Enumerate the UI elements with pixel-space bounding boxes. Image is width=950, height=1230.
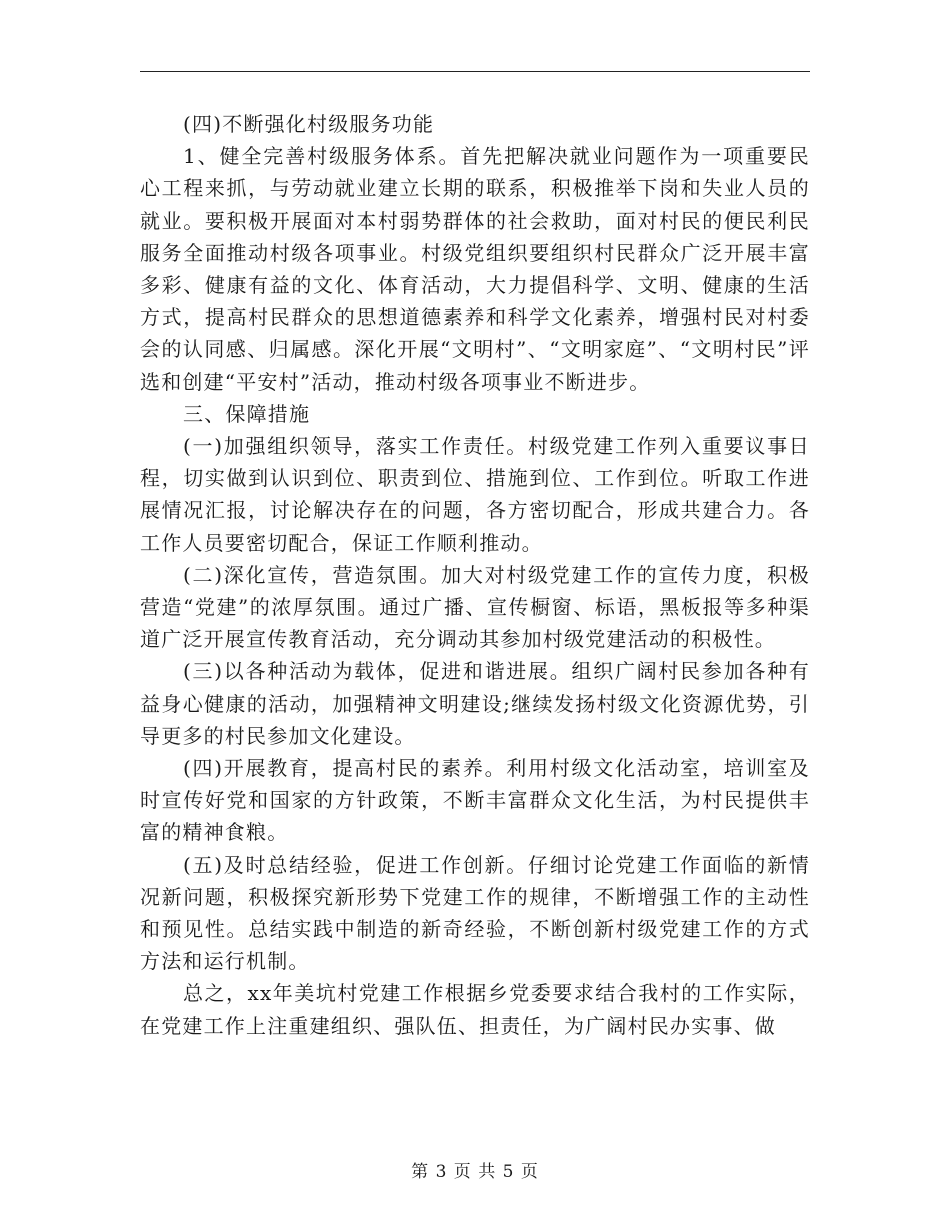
paragraph-leadership: (一)加强组织领导，落实工作责任。村级党建工作列入重要议事日程，切实做到认识到位、职责到位、措施到位、工作到位。听取工作进展情况汇报，讨论解决存在的问题，各方密切配合，形成共建合力。各工作人员要密切配合，保证工作顺利推动。	[140, 434, 810, 555]
paragraph-innovation: (五)及时总结经验，促进工作创新。仔细讨论党建工作面临的新情况新问题，积极探究新形势下党建工作的规律，不断增强工作的主动性和预见性。总结实践中制造的新奇经验，不断创新村级党建工作的方式方法和运行机制。	[140, 852, 810, 974]
document-body	[140, 108, 810, 1042]
header-rule	[140, 71, 810, 72]
paragraph-education: (四)开展教育，提高村民的素养。利用村级文化活动室，培训室及时宣传好党和国家的方针政策，不断丰富群众文化生活，为村民提供丰富的精神食粮。	[140, 756, 810, 845]
paragraph-service-system: 1、健全完善村级服务体系。首先把解决就业问题作为一项重要民心工程来抓，与劳动就业建立长期的联系，积极推举下岗和失业人员的就业。要积极开展面对本村弱势群体的社会救助，面对村民的便民利民服务全面推动村级各项事业。村级党组织要组织村民群众广泛开展丰富多彩、健康有益的文化、体育活动，大力提倡科学、文明、健康的生活方式，提高村民群众的思想道德素养和科学文化素养，增强村民对村委会的认同感、归属感。深化开展“文明村”、“文明家庭”、“文明村民”评选和创建“平安村”活动，推动村级各项事业不断进步。	[140, 144, 810, 394]
section-heading-safeguards: 三、保障措施	[183, 401, 311, 426]
paragraph-activities: (三)以各种活动为载体，促进和谐进展。组织广阔村民参加各种有益身心健康的活动，加强精神文明建设;继续发扬村级文化资源优势，引导更多的村民参加文化建设。	[140, 659, 810, 748]
section-heading-service: (四)不断强化村级服务功能	[183, 112, 435, 136]
page-number: 第 3 页 共 5 页	[411, 1162, 539, 1182]
paragraph-publicity: (二)深化宣传，营造氛围。加大对村级党建工作的宣传力度，积极营造“党建”的浓厚氛围。通过广播、宣传橱窗、标语，黑板报等多种渠道广泛开展宣传教育活动，充分调动其参加村级党建活动的积极性。	[140, 562, 810, 652]
paragraph-summary: 总之，xx年美坑村党建工作根据乡党委要求结合我村的工作实际，在党建工作上注重建组织、强队伍、担责任，为广阔村民办实事、做	[140, 981, 810, 1038]
